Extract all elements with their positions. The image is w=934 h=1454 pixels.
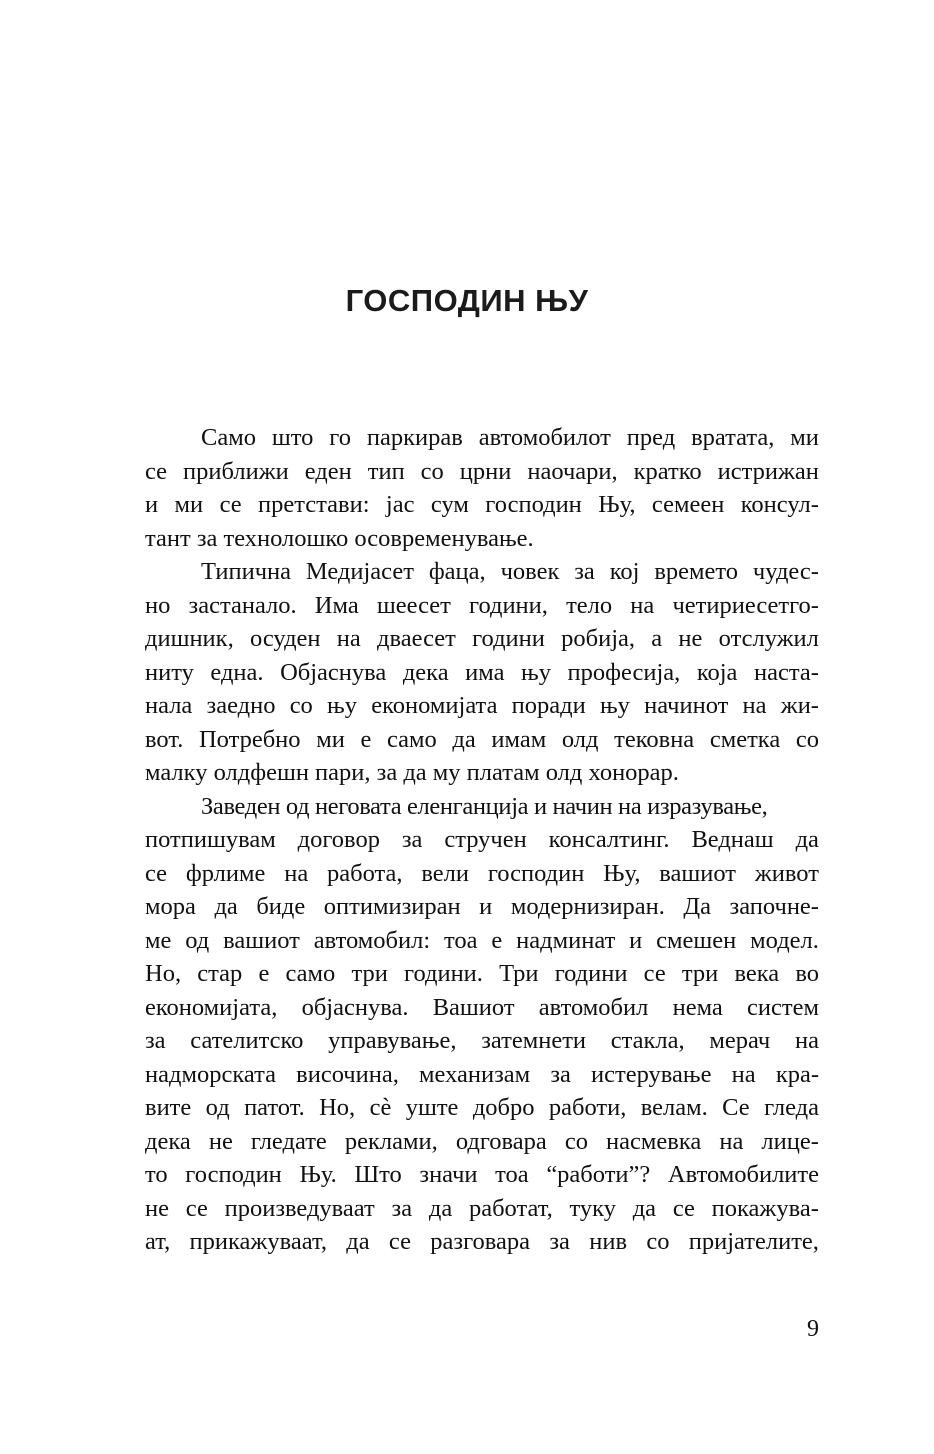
paragraph: [145, 790, 819, 1259]
text-line: Типична Медијасет фаца, човек за кој времето чудес-: [201, 558, 819, 585]
page-number: 9: [807, 1316, 819, 1342]
text-line: то господин Њу. Што значи тоа “работи”? Автомобилите: [145, 1161, 819, 1188]
text-line: дека не гледате реклами, одговара со насмевка на лице-: [145, 1127, 819, 1155]
text-line: и ми се претстави: јас сум господин Њу, семеен консул-: [145, 491, 819, 518]
text-line: за сателитско управување, затемнети стакла, мерач на: [145, 1027, 819, 1054]
text-line: вите од патот. Но, сѐ уште добро работи, велам. Се гледа: [145, 1094, 819, 1121]
text-line: не се произведуваат за да работат, туку да се покажува-: [145, 1194, 819, 1222]
text-line: ме од вашиот автомобил: тоа е надминат и смешен модел.: [145, 926, 819, 954]
paragraph: [145, 421, 819, 555]
text-line: нала заедно со њу економијата поради њу начинот на жи-: [145, 692, 819, 719]
text-line: се приближи еден тип со црни наочари, кратко истрижан: [145, 457, 819, 485]
text-line: тант за технолошко осовременување.: [145, 524, 534, 552]
body-text-block: [145, 421, 819, 1259]
text-line: економијата, објаснува. Вашиот автомобил нема систем: [145, 993, 819, 1021]
text-line: Само што го паркирав автомобилот пред вратата, ми: [201, 424, 819, 451]
paragraph: [145, 555, 819, 790]
text-line: се фрлиме на работа, вели господин Њу, вашиот живот: [145, 859, 819, 887]
text-line: вот. Потребно ми е само да имам олд тековна сметка со: [145, 725, 819, 753]
chapter-title: ГОСПОДИН ЊУ: [345, 283, 589, 318]
text-line: мора да биде оптимизиран и модернизиран. Да започне-: [145, 893, 819, 920]
text-line: Заведен од неговата еленганција и начин на изразување,: [201, 792, 768, 820]
text-line: ат, прикажуваат, да се разговара за нив со пријателите,: [145, 1228, 819, 1255]
text-line: Но, стар е само три години. Три години се три века во: [145, 960, 819, 987]
text-line: дишник, осуден на дваесет години робија, а не отслужил: [145, 625, 819, 652]
text-line: малку олдфешн пари, за да му платам олд хонорар.: [145, 759, 679, 786]
text-line: ниту една. Објаснува дека има њу професија, која наста-: [145, 658, 819, 686]
text-line: но застанало. Има шеесет години, тело на четириесетго-: [145, 591, 819, 619]
text-line: надморската височина, механизам за истерување на кра-: [145, 1060, 819, 1088]
text-line: потпишувам договор за стручен консалтинг. Веднаш да: [145, 826, 819, 853]
